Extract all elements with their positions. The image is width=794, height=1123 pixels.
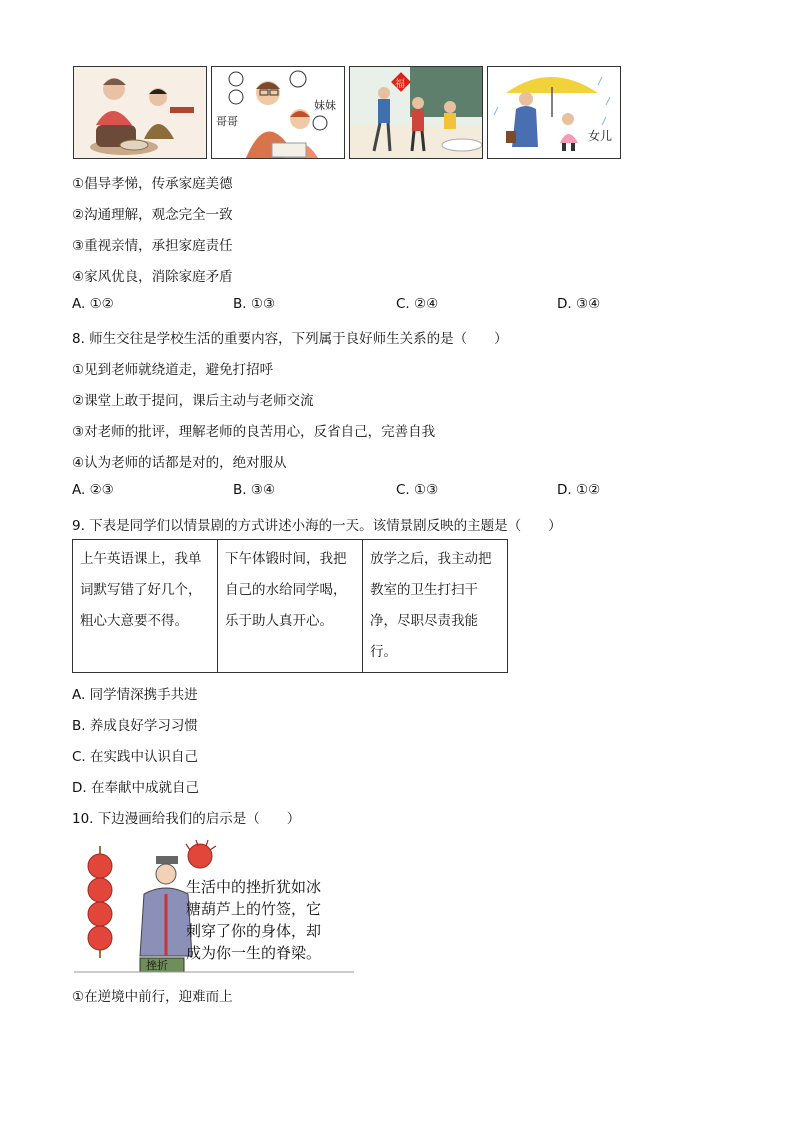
- q9-answer-a[interactable]: A. 同学情深携手共进: [72, 687, 198, 703]
- q9-answer-d[interactable]: D. 在奉献中成就自己: [72, 780, 199, 796]
- label-daughter: 女儿: [588, 129, 613, 143]
- cartoon-text-line-4: 成为你一生的脊梁。: [186, 944, 322, 962]
- q8-answer-a[interactable]: A. ②③: [72, 482, 114, 498]
- q7-answer-d[interactable]: D. ③④: [557, 296, 601, 312]
- q8-stem: 8. 师生交往是学校生活的重要内容，下列属于良好师生关系的是（ ）: [72, 331, 508, 347]
- q10-stem: 10. 下边漫画给我们的启示是（ ）: [72, 811, 301, 827]
- label-brother: 哥哥: [216, 115, 238, 128]
- table-cell-morning: 上午英语课上，我单词默写错了好几个，粗心大意要不得。: [73, 540, 218, 673]
- cartoon-text-line-3: 刺穿了你的身体，却: [186, 922, 322, 940]
- image-umbrella-daughter: [487, 66, 621, 159]
- q8-option-4: ④认为老师的话都是对的，绝对服从: [72, 455, 287, 471]
- cartoon-sign-text: 挫折: [146, 959, 168, 972]
- q10-option-1: ①在逆境中前行，迎难而上: [72, 989, 233, 1005]
- q7-answer-a[interactable]: A. ①②: [72, 296, 114, 312]
- table-cell-after-school: 放学之后，我主动把教室的卫生打扫干净，尽职尽责我能行。: [363, 540, 508, 673]
- image-family-care-elder: [73, 66, 207, 159]
- label-sister: 妹妹: [314, 99, 336, 112]
- q8-answer-c[interactable]: C. ①③: [396, 482, 439, 498]
- q8-answer-d[interactable]: D. ①②: [557, 482, 601, 498]
- q7-option-2: ②沟通理解，观念完全一致: [72, 207, 233, 223]
- table-cell-afternoon: 下午体锻时间，我把自己的水给同学喝，乐于助人真开心。: [218, 540, 363, 673]
- q8-answer-b[interactable]: B. ③④: [233, 482, 276, 498]
- q7-option-1: ①倡导孝悌，传承家庭美德: [72, 176, 233, 192]
- q9-answer-b[interactable]: B. 养成良好学习习惯: [72, 718, 198, 734]
- table-row: [73, 540, 508, 673]
- q8-option-1: ①见到老师就绕道走，避免打招呼: [72, 362, 274, 378]
- q7-option-3: ③重视亲情，承担家庭责任: [72, 238, 233, 254]
- cartoon-text-line-2: 糖葫芦上的竹签，它: [186, 900, 322, 918]
- fu-sign: 福: [395, 79, 405, 90]
- cartoon-text-line-1: 生活中的挫折犹如冰: [186, 878, 322, 896]
- q9-answer-c[interactable]: C. 在实践中认识自己: [72, 749, 199, 765]
- q8-option-2: ②课堂上敢于提问，课后主动与老师交流: [72, 393, 314, 409]
- q7-option-4: ④家风优良，消除家庭矛盾: [72, 269, 233, 285]
- q10-cartoon: [74, 836, 354, 976]
- q8-option-3: ③对老师的批评，理解老师的良苦用心，反省自己，完善自我: [72, 424, 436, 440]
- q9-scene-table: [72, 539, 508, 673]
- q7-answer-c[interactable]: C. ②④: [396, 296, 439, 312]
- image-family-cleaning: [349, 66, 483, 159]
- q9-stem: 9. 下表是同学们以情景剧的方式讲述小海的一天。该情景剧反映的主题是（ ）: [72, 518, 562, 534]
- image-brother-helps-sister: [211, 66, 345, 159]
- q7-answer-b[interactable]: B. ①③: [233, 296, 276, 312]
